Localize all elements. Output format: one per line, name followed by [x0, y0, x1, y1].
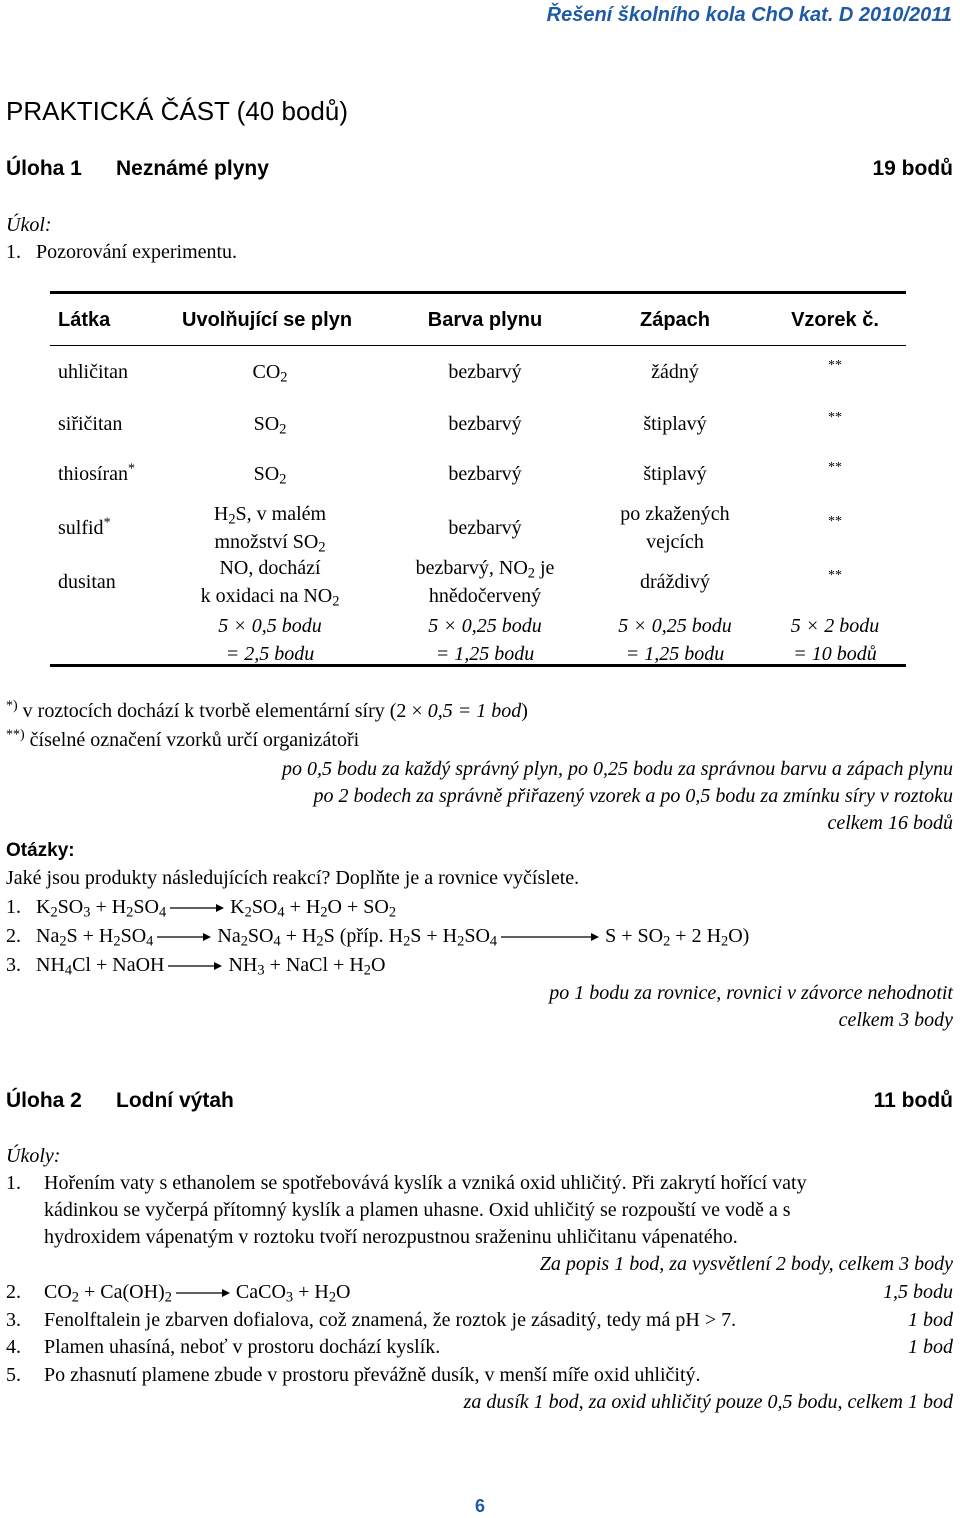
table-cell: $H_2S$, v malém množství $SO_2$ [213, 503, 327, 556]
task2-item-num: 2. [6, 1281, 21, 1303]
table-cell: štiplavý [643, 413, 707, 435]
task2-item-1-line: kádinkou se vyčerpá přítomný kyslík a plamen uhasne. Oxid uhličitý se rozpouští ve vodě a s [44, 1199, 791, 1221]
reactions-note: po 1 bodu za rovnice, rovnici v závorce nehodnotit [549, 982, 953, 1004]
th-barva: Barva plynu [427, 309, 543, 331]
task2-item-num: 5. [6, 1364, 21, 1386]
task2-item-1-points: Za popis 1 bod, za vysvětlení 2 body, celkem 3 body [539, 1253, 953, 1275]
reaction-1: 1. $K_2SO_3 + H_2SO_4$ $K_2SO_4 + H_2O + SO_2$ [6, 896, 397, 921]
table-cell: NO, dochází k oxidaci na $NO_2$ [200, 557, 340, 610]
table-cell: $CO_2$ [252, 361, 288, 386]
task2-item-3-text: Fenolftalein je zbarven dofialova, což znamená, že roztok je zásaditý, tedy má pH > 7. [44, 1309, 737, 1331]
task1-label: Úloha 1 [6, 157, 82, 180]
otazky-label: Otázky: [6, 840, 75, 861]
table-cell: ** [828, 358, 842, 373]
reaction-2: 2. $Na_2S + H_2SO_4$ $Na_2SO_4 + H_2S$ (příp. $H_2S + H_2SO_4$ $S + SO_2 + 2$ $H_2O$) [6, 925, 750, 950]
task2-item-1-line: Hořením vaty s ethanolem se spotřebovává kyslík a vzniká oxid uhličitý. Při zakrytí hořící vaty [44, 1172, 807, 1194]
task1-ukol-item: 1. Pozorování experimentu. [6, 241, 238, 263]
arrow-icon [501, 931, 601, 943]
task2-name: Lodní výtah [116, 1089, 234, 1112]
table-cell: bezbarvý [448, 361, 522, 383]
table-cell: sulfid* [58, 515, 111, 539]
table-cell: ** [828, 410, 842, 425]
task2-item-num: 4. [6, 1336, 21, 1358]
score-zapach: 5 × 0,25 bodu = 1,25 bodu [618, 615, 732, 665]
scoring-total: celkem 16 bodů [827, 812, 953, 834]
task1-ukol-label: Úkol: [6, 214, 52, 236]
table-cell: uhličitan [58, 361, 128, 383]
task2-item-5-text: Po zhasnutí plamene zbude v prostoru převážně dusík, v menší míře oxid uhličitý. [44, 1364, 701, 1386]
task2-item-5-points: za dusík 1 bod, za oxid uhličitý pouze 0,5 bodu, celkem 1 bod [463, 1391, 953, 1413]
task2-ukoly-label: Úkoly: [6, 1145, 61, 1167]
score-vzorek: 5 × 2 bodu = 10 bodů [790, 615, 880, 665]
table-cell: štiplavý [643, 463, 707, 485]
table-cell: po zkažených vejcích [620, 503, 730, 553]
task2-item-2-text: $CO_2 + Ca(OH)_2$ CaCO$_3$ + $H_2O$ [44, 1281, 351, 1306]
page-number: 6 [474, 1496, 485, 1516]
task2-item-1-line: hydroxidem vápenatým v roztoku tvoří nerozpustnou sraženinu uhličitanu vápenatého. [44, 1226, 738, 1248]
th-vzorek: Vzorek č. [791, 309, 879, 331]
table-cell: thiosíran* [58, 461, 135, 485]
table-cell: žádný [651, 361, 699, 383]
table-cell: ** [828, 514, 842, 529]
table-cell: bezbarvý [448, 413, 522, 435]
th-plyn: Uvolňující se plyn [182, 309, 353, 331]
task2-item-4-points: 1 bod [908, 1336, 953, 1358]
table-cell: dusitan [58, 571, 116, 593]
reactions-total: celkem 3 body [838, 1009, 953, 1031]
th-latka: Látka [58, 309, 111, 331]
table-header-rule [50, 345, 906, 346]
footnote-2: **) číselné označení vzorků určí organizátoři [6, 727, 360, 751]
task1-name: Neznámé plyny [116, 157, 269, 180]
task2-item-3-points: 1 bod [908, 1309, 953, 1331]
table-top-rule [50, 291, 906, 294]
table-cell: siřičitan [58, 413, 123, 435]
scoring-note-1: po 0,5 bodu za každý správný plyn, po 0,25 bodu za správnou barvu a zápach plynu [281, 758, 953, 780]
task2-label: Úloha 2 [6, 1089, 82, 1112]
task2-item-2-points: 1,5 bodu [883, 1281, 953, 1303]
task2-item-num: 1. [6, 1172, 21, 1194]
table-cell: ** [828, 460, 842, 475]
arrow-icon [170, 902, 226, 914]
arrow-icon [168, 960, 224, 972]
task2-item-4-text: Plamen uhasíná, neboť v prostoru dochází kyslík. [44, 1336, 441, 1358]
th-zapach: Zápach [639, 309, 711, 331]
running-header: Řešení školního kola ChO kat. D 2010/2011 [546, 4, 952, 26]
arrow-icon [176, 1287, 232, 1299]
footnote-1: *) v roztocích dochází k tvorbě elementární síry (2 × 0,5 = 1 bod) [6, 698, 528, 722]
table-cell: $SO_2$ [253, 463, 287, 488]
task1-points: 19 bodů [872, 157, 953, 180]
table-cell: bezbarvý, $NO_2$ je hnědočervený [415, 557, 555, 607]
table-cell: ** [828, 568, 842, 583]
table-cell: bezbarvý [448, 463, 522, 485]
reaction-3: 3. $NH_4Cl$ + NaOH $NH_3$ + NaCl + $H_2O$ [6, 954, 386, 979]
score-plyn: 5 × 0,5 bodu = 2,5 bodu [218, 615, 322, 665]
task2-item-num: 3. [6, 1309, 21, 1331]
table-cell: $SO_2$ [253, 413, 287, 438]
question-text: Jaké jsou produkty následujících reakcí? Doplňte je a rovnice vyčíslete. [6, 867, 580, 889]
arrow-icon [157, 931, 213, 943]
task2-points: 11 bodů [873, 1089, 953, 1112]
scoring-note-2: po 2 bodech za správně přiřazený vzorek a po 0,5 bodu za zmínku síry v roztoku [313, 785, 953, 807]
section-title: PRAKTICKÁ ČÁST (40 bodů) [6, 96, 348, 126]
table-cell: bezbarvý [448, 517, 522, 539]
score-barva: 5 × 0,25 bodu = 1,25 bodu [428, 615, 542, 665]
table-cell: dráždivý [640, 571, 710, 593]
